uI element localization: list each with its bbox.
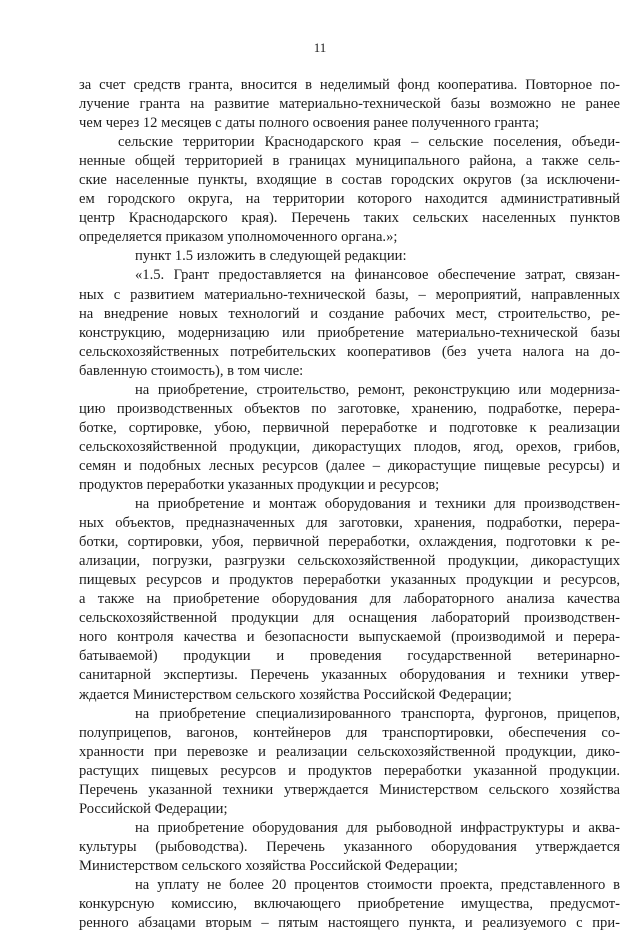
text-line: «1.5. Грант предоставляется на финансовое обеспечение затрат, связан- — [135, 267, 620, 284]
text-line: ботке, сортировке, убою, первичной переработке и подготовке к реализации — [79, 419, 620, 436]
text-line: конструкцию, модернизацию или приобретение материально-технической базы — [79, 324, 620, 341]
text-line: пункт 1.5 изложить в следующей редакции: — [135, 248, 407, 265]
text-line: сельские территории Краснодарского края – сельские поселения, объеди- — [118, 134, 620, 151]
text-line: бавленную стоимость), в том числе: — [79, 362, 304, 379]
document-body — [79, 76, 620, 933]
page-number: 11 — [313, 40, 327, 55]
text-line: сельскохозяйственных потребительских кооперативов (без учета налога на до- — [79, 343, 620, 360]
text-line: полуприцепов, вагонов, контейнеров для транспортировки, обеспечения со- — [79, 724, 620, 741]
text-line: цию производственных объектов по заготовке, хранению, подработке, перера- — [79, 400, 620, 417]
text-line: Министерством сельского хозяйства Российской Федерации; — [79, 857, 458, 874]
text-line: на приобретение оборудования для рыбоводной инфраструктуры и аква- — [135, 819, 620, 836]
text-line: ренного абзацами вторым – пятым настоящего пункта, и реализуемого с при- — [79, 915, 620, 932]
text-line: на внедрение новых технологий и создание рабочих мест, строительство, ре- — [79, 305, 620, 322]
text-line: ботки, сортировки, убоя, первичной переработки, охлаждения, подготовки к ре- — [79, 534, 620, 551]
text-line: растущих пищевых ресурсов и продуктов переработки указанной продукции. — [79, 762, 620, 779]
text-line: семян и подобных лесных ресурсов (далее – дикорастущие пищевые ресурсы) и — [79, 457, 620, 474]
text-line: на приобретение, строительство, ремонт, реконструкцию или модерниза- — [135, 381, 620, 398]
text-line: за счет средств гранта, вносится в неделимый фонд кооператива. Повторное по- — [79, 77, 620, 93]
text-line: ем городского округа, на территории которого находится административный — [79, 191, 620, 208]
text-line: Перечень указанной техники утверждается Министерством сельского хозяйства — [79, 781, 620, 798]
text-line: центр Краснодарского края). Перечень таких сельских населенных пунктов — [79, 210, 620, 227]
text-line: определяется приказом уполномоченного органа.»; — [79, 229, 398, 246]
text-line: ного контроля качества и безопасности выпускаемой (производимой и перера- — [79, 629, 620, 646]
text-line: чем через 12 месяцев с даты полного освоения ранее полученного гранта; — [79, 115, 540, 132]
text-line: ных объектов, предназначенных для заготовки, хранения, подработки, перера- — [79, 515, 620, 532]
text-line: конкурсную комиссию, включающего приобретение имущества, предусмот- — [79, 896, 620, 913]
text-line: пищевых ресурсов и продуктов переработки указанных продукции и ресурсов, — [79, 572, 620, 589]
text-line: ждается Министерством сельского хозяйства Российской Федерации; — [79, 686, 512, 703]
text-line: ных с развитием материально-технической базы, – мероприятий, направленных — [79, 286, 620, 303]
text-line: санитарной экспертизы. Перечень указанных оборудования и техники утвер- — [79, 667, 620, 684]
text-line: хранности при перевозке и реализации сельскохозяйственной продукции, дико- — [79, 743, 620, 760]
text-line: ские населенные пункты, входящие в состав городских округов (за исключени- — [79, 172, 620, 189]
text-line: на уплату не более 20 процентов стоимости проекта, представленного в — [135, 876, 620, 893]
text-line: продуктов переработки указанных продукции и ресурсов; — [79, 476, 440, 493]
text-line: Российской Федерации; — [79, 800, 228, 817]
text-line: ализации, погрузки, разгрузки сельскохозяйственной продукции, дикорастущих — [79, 553, 620, 570]
text-line: а также на приобретение оборудования для лабораторного анализа качества — [79, 591, 620, 608]
text-line: на приобретение и монтаж оборудования и техники для производствен- — [135, 496, 620, 513]
text-line: лучение гранта на развитие материально-технической базы возможно не ранее — [79, 96, 620, 113]
text-line: сельскохозяйственной продукции, дикорастущих плодов, ягод, орехов, грибов, — [79, 438, 620, 455]
text-line: ненные общей территорией в границах муниципального района, а также сель- — [79, 153, 620, 170]
text-line: на приобретение специализированного транспорта, фургонов, прицепов, — [135, 705, 620, 722]
text-line: сельскохозяйственной продукции для оснащения лабораторий производствен- — [79, 610, 620, 627]
text-line: культуры (рыбоводства). Перечень указанного оборудования утверждается — [79, 838, 620, 855]
text-line: батываемой) продукции и проведения государственной ветеринарно- — [79, 648, 620, 665]
